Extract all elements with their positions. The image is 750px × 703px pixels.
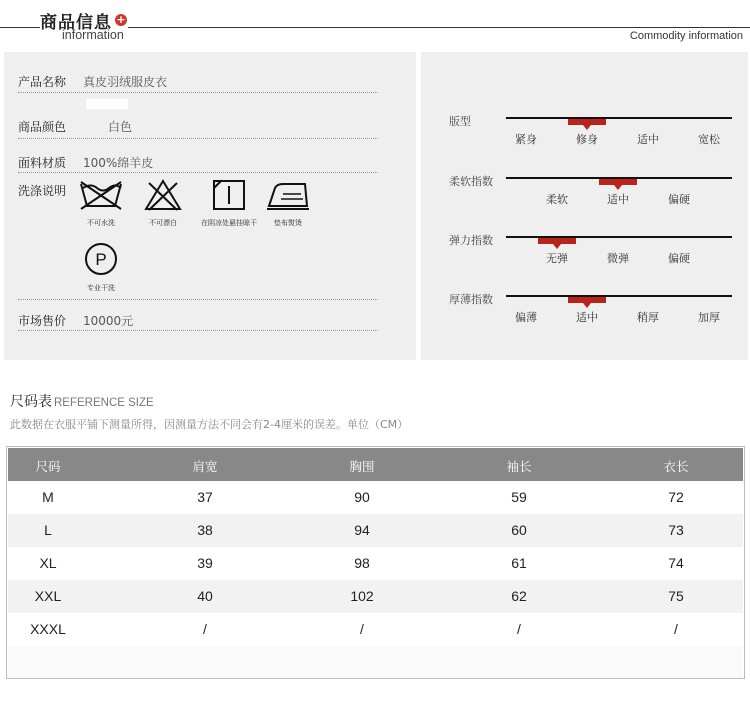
wash-item [134,178,192,228]
index-label: 版型 [449,115,471,128]
measure-cell: 62 [511,588,527,604]
section-title: 商品信息 [40,13,112,33]
info-value: 100%绵羊皮 [83,156,154,170]
info-value: 真皮羽绒服皮衣 [83,75,168,89]
measure-cell: / [203,621,207,637]
size-chart-title-en: REFERENCE SIZE [54,397,154,409]
blank-mark [86,99,128,109]
column-header: 胸围 [349,459,375,474]
wash-item [76,241,126,293]
measure-cell: 74 [668,555,684,571]
measure-cell: 102 [350,588,374,604]
index-option: 紧身 [515,133,537,146]
size-cell: XL [39,555,57,571]
column-header: 肩宽 [192,459,218,474]
measure-cell: 59 [511,489,527,505]
index-option: 适中 [576,311,598,324]
measure-cell: 60 [511,522,527,538]
measure-cell: / [517,621,521,637]
wash-item [76,178,126,228]
divider [18,172,378,173]
index-option: 宽松 [698,133,720,146]
plus-icon: + [116,13,126,26]
table-footer-space [8,646,743,678]
wash-caption: 不可漂白 [149,219,177,227]
index-option: 适中 [607,193,629,206]
divider [18,299,378,300]
wash-caption: 在阴凉处悬挂晾干 [201,219,257,227]
index-label: 厚薄指数 [449,293,493,306]
measure-cell: 37 [197,489,213,505]
measure-cell: / [360,621,364,637]
index-marker-pointer [583,303,591,308]
info-label: 市场售价 [18,314,67,328]
index-label: 弹力指数 [449,234,493,247]
no-wash-icon [77,178,125,212]
measure-cell: 61 [511,555,527,571]
index-option: 偏硬 [668,252,690,265]
table-row [8,580,743,613]
table-header [8,448,743,481]
wash-item [264,178,312,228]
index-track [506,117,732,119]
wash-instructions [76,178,316,298]
measure-cell: 72 [668,489,684,505]
size-cell: L [44,522,52,538]
wash-caption: 专业干洗 [87,284,115,292]
divider [18,138,378,139]
wash-item [194,178,264,228]
size-cell: XXXL [30,621,66,637]
iron-with-cloth-icon [265,178,311,212]
measure-cell: 38 [197,522,213,538]
header-rule-left [0,27,40,28]
size-chart-title-cn: 尺码表 [10,394,52,410]
index-option: 偏硬 [668,193,690,206]
measure-cell: / [674,621,678,637]
divider [18,330,378,331]
measure-cell: 73 [668,522,684,538]
info-value: 白色 [108,120,133,134]
line-dry-shade-icon [211,178,247,212]
section-subtitle: information [62,28,124,42]
index-marker-pointer [614,185,622,190]
measure-cell: 39 [197,555,213,571]
product-info-panel [4,52,416,360]
size-cell: M [42,489,54,505]
table-row [8,514,743,547]
index-option: 无弹 [546,252,568,265]
index-option: 柔软 [546,193,568,206]
index-option: 适中 [637,133,659,146]
table-row [8,613,743,646]
index-marker-pointer [583,125,591,130]
index-marker-pointer [553,244,561,249]
measure-cell: 40 [197,588,213,604]
fit-index-panel [421,52,748,360]
index-label: 柔软指数 [449,175,493,188]
dry-clean-p-icon [83,241,119,277]
info-value: 10000元 [83,314,134,328]
header-right-label: Commodity information [629,30,743,42]
info-label: 产品名称 [18,75,67,89]
header-rule-right [128,27,750,28]
wash-caption: 不可水洗 [87,219,115,227]
info-label: 面料材质 [18,156,67,170]
index-track [506,295,732,297]
index-option: 稍厚 [637,311,659,324]
measure-cell: 98 [354,555,370,571]
measure-cell: 94 [354,522,370,538]
index-option: 微弹 [607,252,629,265]
no-bleach-icon [143,178,183,212]
column-header: 袖长 [506,459,532,474]
table-row [8,547,743,580]
column-header: 衣长 [663,459,689,474]
index-option: 偏薄 [515,311,537,324]
wash-caption: 垫布熨烫 [274,219,302,227]
size-chart-note: 此数据在衣服平铺下测量所得，因测量方法不同会有2-4厘米的误差。单位（CM） [10,418,409,431]
measure-cell: 90 [354,489,370,505]
info-label: 洗涤说明 [18,184,67,198]
info-label: 商品颜色 [18,120,67,134]
dry-clean-symbol: P [95,250,107,269]
index-option: 修身 [576,133,598,146]
table-row [8,481,743,514]
divider [18,92,378,93]
size-table [6,446,745,679]
column-header: 尺码 [35,459,61,474]
measure-cell: 75 [668,588,684,604]
index-option: 加厚 [698,311,720,324]
size-chart-title [10,391,154,411]
size-cell: XXL [34,588,62,604]
